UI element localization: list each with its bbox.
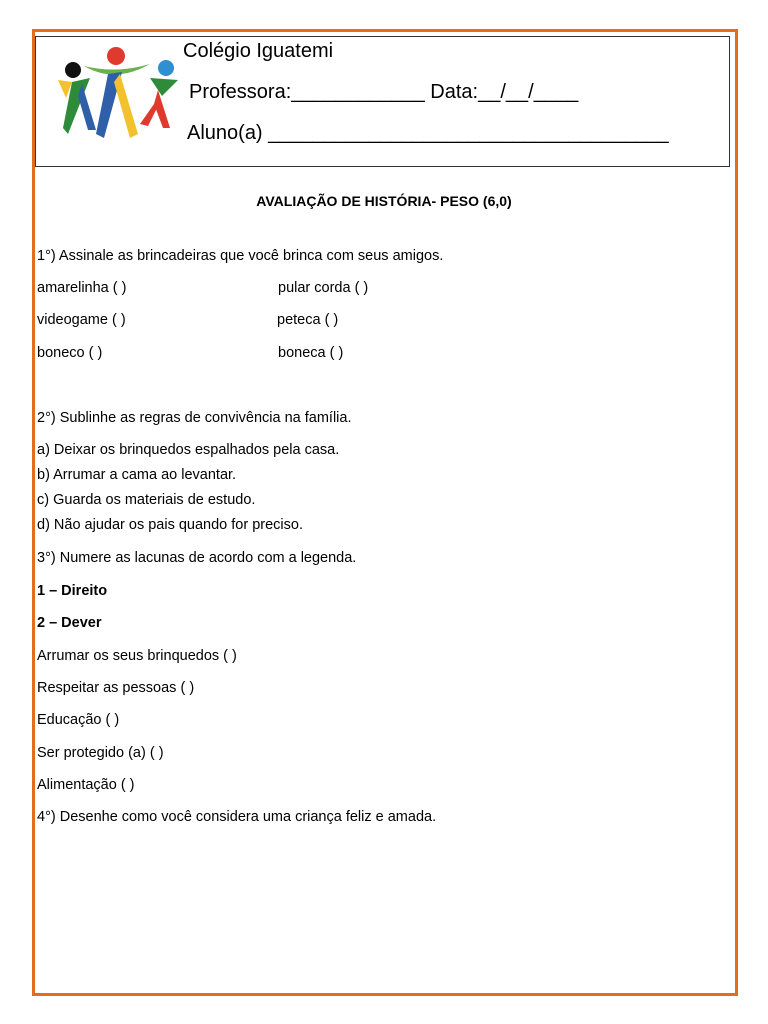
- q1-option-boneco: boneco ( ): [37, 345, 103, 361]
- q3-item-brinquedos: Arrumar os seus brinquedos ( ): [37, 648, 237, 664]
- question-2-prompt: 2°) Sublinhe as regras de convivência na família.: [37, 410, 352, 426]
- q3-legend-direito: 1 – Direito: [37, 583, 108, 599]
- q1-option-videogame: videogame ( ): [37, 312, 126, 328]
- q3-item-alimentacao: Alimentação ( ): [37, 777, 135, 793]
- student-name-line: Aluno(a) ____________________________________: [187, 122, 669, 144]
- q2-item-c: c) Guarda os materiais de estudo.: [37, 492, 256, 508]
- q1-option-peteca: peteca ( ): [277, 312, 339, 328]
- question-1-prompt: 1°) Assinale as brincadeiras que você brinca com seus amigos.: [37, 248, 444, 264]
- q3-item-protegido: Ser protegido (a) ( ): [37, 745, 164, 761]
- q1-option-pular-corda: pular corda ( ): [278, 280, 369, 296]
- q3-item-respeitar: Respeitar as pessoas ( ): [37, 680, 195, 696]
- teacher-date-line: Professora:____________ Data:__/__/____: [189, 81, 579, 103]
- q3-legend-dever: 2 – Dever: [37, 615, 102, 631]
- q2-item-a: a) Deixar os brinquedos espalhados pela casa.: [37, 442, 340, 458]
- q3-item-educacao: Educação ( ): [37, 712, 120, 728]
- question-3-prompt: 3°) Numere as lacunas de acordo com a legenda.: [37, 550, 357, 566]
- school-logo: [50, 44, 185, 144]
- question-4-prompt: 4°) Desenhe como você considera uma criança feliz e amada.: [37, 809, 437, 825]
- q2-item-b: b) Arrumar a cama ao levantar.: [37, 467, 237, 483]
- evaluation-title: AVALIAÇÃO DE HISTÓRIA- PESO (6,0): [256, 193, 512, 209]
- q1-option-amarelinha: amarelinha ( ): [37, 280, 127, 296]
- q1-option-boneca: boneca ( ): [278, 345, 344, 361]
- q2-item-d: d) Não ajudar os pais quando for preciso.: [37, 517, 303, 533]
- page-border: [32, 29, 738, 996]
- school-name: Colégio Iguatemi: [183, 40, 334, 62]
